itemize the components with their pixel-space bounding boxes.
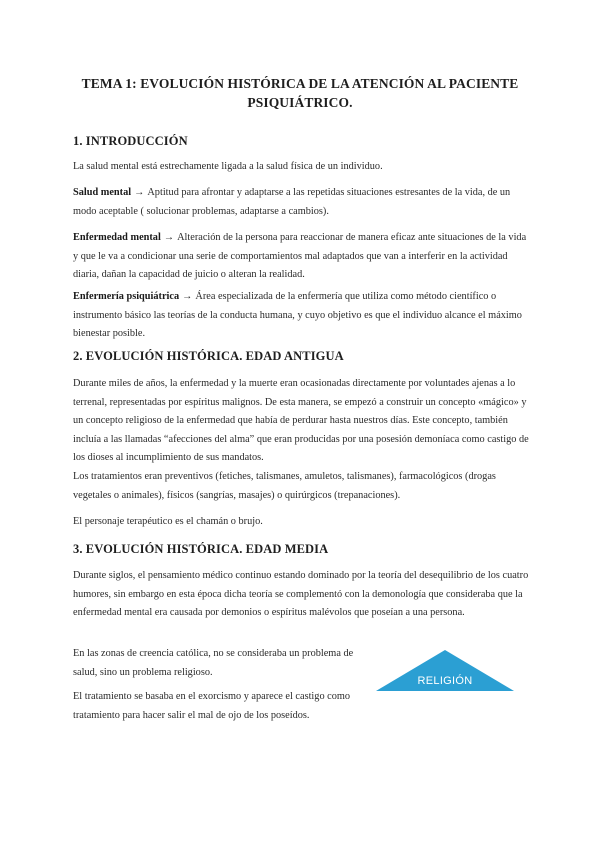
definition-enfermedad-mental [73,229,529,285]
edad-antigua-paragraph-1: Durante miles de años, la enfermedad y la muerte eran ocasionadas directamente por voluntades ajenas a lo terrenal, representadas por espíritus malignos. De esta manera, se empezó a construir un concepto «mágico» y un concepto religioso de la enfermedad que había de perdurar hasta nuestros días. Este concepto, también incluía a las llamadas “afecciones del alma” que eran producidas por una posesión demoníaca como castigo de los dioses al incumplimiento de sus mandatos. [73,378,529,464]
section-heading-introduccion: 1. INTRODUCCIÓN [73,134,188,148]
term-enfermeria-psiquiatrica: Enfermería psiquiátrica [73,291,180,302]
edad-media-paragraph-3: El tratamiento se basaba en el exorcismo y aparece el castigo como tratamiento para hacer salir el mal de ojo de los poseídos. [73,691,351,721]
title-line-1: TEMA 1: EVOLUCIÓN HISTÓRICA DE LA ATENCIÓN AL PACIENTE [81,76,519,91]
definition-text: Aptitud para afrontar y adaptarse a las repetidas situaciones estresantes de la vida, de un modo aceptable ( solucionar problemas, adaptarse a cambios). [73,187,511,217]
term-enfermedad-mental: Enfermedad mental [73,232,161,243]
arrow-icon: → [182,291,193,302]
definition-text: Área especializada de la enfermería que utiliza como método científico o instrumento básico las teorías de la conducta humana, y cuyo objetivo es que el individuo alcance el máximo bienestar posible. [73,291,522,340]
definition-enfermeria-psiquiatrica [73,288,529,344]
document-title [60,74,540,112]
edad-media-paragraph-1: Durante siglos, el pensamiento médico continuo estando dominado por la teoría del desequilibrio de los cuatro humores, sin embargo en esta época dicha teoría se complementó con la demonología que consideraba que la enfermedad mental era causada por demonios o espíritus malévolos que poseían a una persona. [73,570,529,619]
edad-antigua-paragraph-2: Los tratamientos eran preventivos (fetiches, talismanes, amuletos, talismanes), farmacológicos (drogas vegetales o animales), físicos (sangrías, masajes) o quirúrgicos (trepanaciones). [73,471,496,501]
intro-paragraph: La salud mental está estrechamente ligada a la salud física de un individuo. [73,161,383,172]
arrow-icon: → [163,232,175,243]
edad-media-paragraph-2: En las zonas de creencia católica, no se consideraba un problema de salud, sino un problema religioso. [73,648,354,678]
definition-salud-mental [73,184,529,221]
definition-text: Alteración de la persona para reaccionar de manera eficaz ante situaciones de la vida y que le va a condicionar una serie de comportamientos mal adaptados que van a interferir en la actividad diaria, dañan la capacidad de juicio o alteran la realidad. [73,232,527,281]
term-salud-mental: Salud mental [73,187,132,198]
arrow-icon: → [134,187,145,198]
section-heading-edad-antigua: 2. EVOLUCIÓN HISTÓRICA. EDAD ANTIGUA [73,349,344,363]
title-line-2: PSIQUIÁTRICO. [247,95,353,110]
edad-antigua-paragraph-3: El personaje terapéutico es el chamán o brujo. [73,516,263,527]
religion-label: RELIGIÓN [417,675,473,687]
section-heading-edad-media: 3. EVOLUCIÓN HISTÓRICA. EDAD MEDIA [73,542,329,556]
